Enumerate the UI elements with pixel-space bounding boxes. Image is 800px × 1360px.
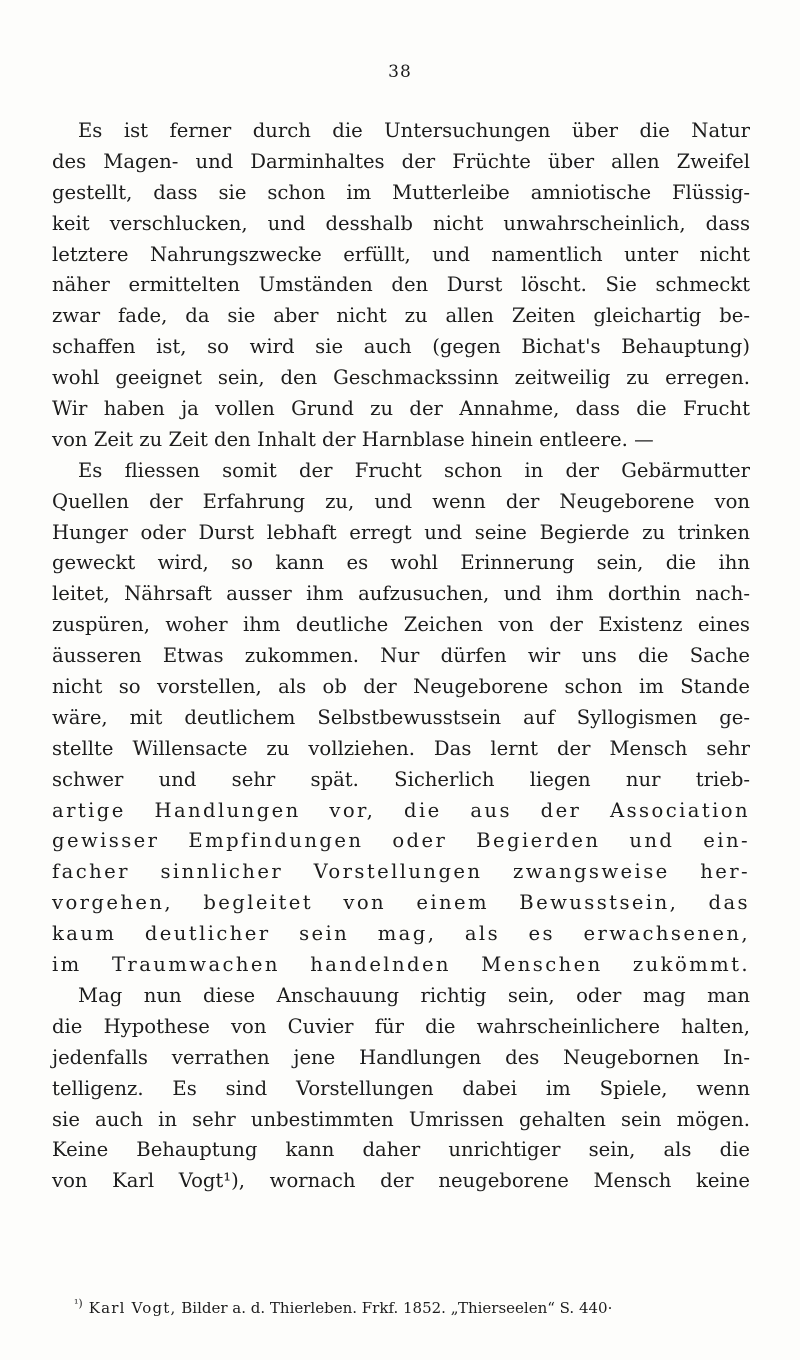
text-line: Mag nun diese Anschauung richtig sein, oder mag man bbox=[78, 983, 750, 1007]
text-line: geweckt wird, so kann es wohl Erinnerung sein, die ihn bbox=[52, 551, 750, 575]
text-line: gestellt, dass sie schon im Mutterleibe amniotische Flüssig- bbox=[52, 180, 750, 204]
footnote-author: Karl Vogt, bbox=[88, 1299, 177, 1317]
text-line: von Zeit zu Zeit den Inhalt der Harnblase hinein entleere. — bbox=[52, 427, 654, 451]
text-line: Quellen der Erfahrung zu, und wenn der Neugeborene von bbox=[52, 489, 750, 513]
text-line: nicht so vorstellen, als ob der Neugeborene schon im Stande bbox=[52, 675, 750, 699]
page-number: 38 bbox=[388, 62, 412, 82]
text-line: schaffen ist, so wird sie auch (gegen Bichat's Behauptung) bbox=[52, 335, 750, 359]
text-line: jedenfalls verrathen jene Handlungen des Neugebornen In- bbox=[52, 1045, 750, 1069]
footnote-text: Bilder a. d. Thierleben. Frkf. 1852. „Thierseelen“ S. 440· bbox=[181, 1299, 613, 1317]
text-line: letztere Nahrungszwecke erfüllt, und namentlich unter nicht bbox=[52, 242, 750, 266]
text-line: zwar fade, da sie aber nicht zu allen Zeiten gleichartig be- bbox=[52, 304, 750, 328]
text-line: zuspüren, woher ihm deutliche Zeichen von der Existenz eines bbox=[52, 613, 750, 637]
body-text bbox=[52, 116, 750, 1197]
text-line: wäre, mit deutlichem Selbstbewusstsein auf Syllogismen ge- bbox=[52, 705, 750, 729]
text-line: sie auch in sehr unbestimmten Umrissen gehalten sein mögen. bbox=[52, 1107, 750, 1131]
text-line: Hunger oder Durst lebhaft erregt und seine Begierde zu trinken bbox=[52, 520, 750, 544]
text-line: artige Handlungen vor, die aus der Association bbox=[52, 798, 750, 822]
text-line: kaum deutlicher sein mag, als es erwachsenen, bbox=[52, 922, 750, 946]
text-line: gewisser Empfindungen oder Begierden und ein- bbox=[52, 829, 750, 853]
text-line: Wir haben ja vollen Grund zu der Annahme, dass die Frucht bbox=[52, 397, 750, 421]
text-line: facher sinnlicher Vorstellungen zwangsweise her- bbox=[52, 860, 750, 884]
text-line: telligenz. Es sind Vorstellungen dabei im Spiele, wenn bbox=[52, 1076, 750, 1100]
text-line: wohl geeignet sein, den Geschmackssinn zeitweilig zu erregen. bbox=[52, 366, 750, 390]
text-line: des Magen- und Darminhaltes der Früchte über allen Zweifel bbox=[52, 149, 750, 173]
text-line: leitet, Nährsaft ausser ihm aufzusuchen, und ihm dorthin nach- bbox=[52, 582, 750, 606]
text-line: näher ermittelten Umständen den Durst löscht. Sie schmeckt bbox=[52, 273, 750, 297]
text-line: äusseren Etwas zukommen. Nur dürfen wir uns die Sache bbox=[52, 644, 750, 668]
text-line: im Traumwachen handelnden Menschen zukömmt. bbox=[52, 953, 750, 977]
text-line: Keine Behauptung kann daher unrichtiger sein, als die bbox=[52, 1138, 750, 1162]
text-line: stellte Willensacte zu vollziehen. Das lernt der Mensch sehr bbox=[52, 736, 750, 760]
text-line: Es fliessen somit der Frucht schon in der Gebärmutter bbox=[78, 458, 750, 482]
footnote-mark: ¹) bbox=[74, 1297, 83, 1310]
text-line: schwer und sehr spät. Sicherlich liegen nur trieb- bbox=[52, 767, 750, 791]
text-line: vorgehen, begleitet von einem Bewusstsein, das bbox=[52, 891, 750, 915]
footnote bbox=[74, 1293, 750, 1319]
text-line: Es ist ferner durch die Untersuchungen über die Natur bbox=[78, 119, 750, 142]
text-line: von Karl Vogt¹), wornach der neugeborene Mensch keine bbox=[52, 1169, 750, 1193]
text-line: die Hypothese von Cuvier für die wahrscheinlichere halten, bbox=[52, 1014, 750, 1038]
text-line: keit verschlucken, und desshalb nicht unwahrscheinlich, dass bbox=[52, 211, 750, 235]
